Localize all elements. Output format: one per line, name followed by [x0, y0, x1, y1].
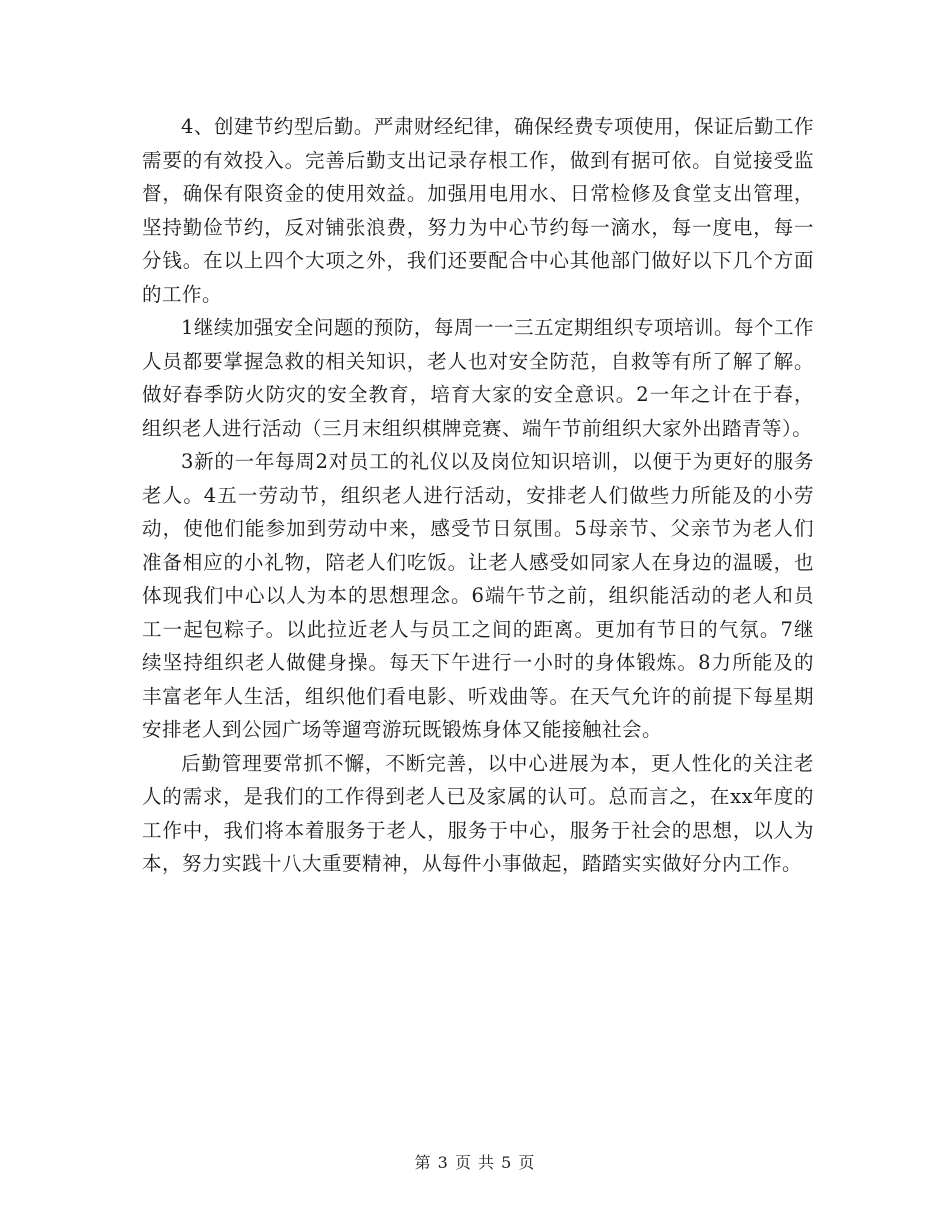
document-body [142, 110, 814, 881]
paragraph-activity-plan: 3新的一年每周2对员工的礼仪以及岗位知识培训，以便于为更好的服务老人。4五一劳动节，组织老人进行活动，安排老人们做些力所能及的小劳动，使他们能参加到劳动中来，感受节日氛围。5母亲节、父亲节为老人们准备相应的小礼物，陪老人们吃饭。让老人感受如同家人在身边的温暖，也体现我们中心以人为本的思想理念。6端午节之前，组织能活动的老人和员工一起包粽子。以此拉近老人与员工之间的距离。更加有节日的气氛。7继续坚持组织老人做健身操。每天下午进行一小时的身体锻炼。8力所能及的丰富老年人生活，组织他们看电影、听戏曲等。在天气允许的前提下每星期安排老人到公园广场等遛弯游玩既锻炼身体又能接触社会。 [142, 450, 814, 741]
page-number-footer: 第 3 页 共 5 页 [414, 1153, 536, 1172]
paragraph-safety-training: 1继续加强安全问题的预防，每周一一三五定期组织专项培训。每个工作人员都要掌握急救的相关知识，老人也对安全防范，自救等有所了解了解。做好春季防火防灾的安全教育，培育大家的安全意识。2一年之计在于春，组织老人进行活动（三月末组织棋牌竞赛、端午节前组织大家外出踏青等）。 [142, 316, 814, 440]
paragraph-conclusion: 后勤管理要常抓不懈，不断完善，以中心进展为本，更人性化的关注老人的需求，是我们的工作得到老人已及家属的认可。总而言之，在xx年度的工作中，我们将本着服务于老人，服务于中心，服务于社会的思想，以人为本，努力实践十八大重要精神，从每件小事做起，踏踏实实做好分内工作。 [142, 751, 814, 875]
paragraph-logistics-saving: 4、创建节约型后勤。严肃财经纪律，确保经费专项使用，保证后勤工作需要的有效投入。完善后勤支出记录存根工作，做到有据可依。自觉接受监督，确保有限资金的使用效益。加强用电用水、日常检修及食堂支出管理，坚持勤俭节约，反对铺张浪费，努力为中心节约每一滴水，每一度电，每一分钱。在以上四个大项之外，我们还要配合中心其他部门做好以下几个方面的工作。 [142, 115, 814, 306]
